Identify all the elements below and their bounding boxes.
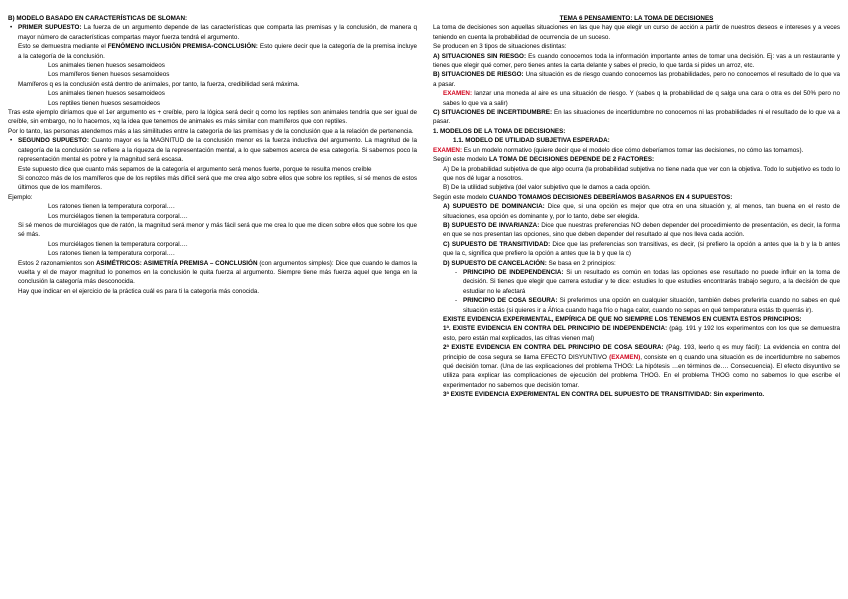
supuesto-paragraph: Este supuesto dice que cuanto más sepamos de la categoría el argumento será menos fuerte, porque te resulta menos creíble — [18, 165, 372, 173]
supuesto-b-label: B) SUPUESTO DE INVARIANZA: — [443, 221, 540, 229]
situacion-b-label: B) SITUACIONES DE RIESGO: — [433, 71, 524, 79]
segun-bold: LA TOMA DE DECISIONES DEPENDE DE 2 FACTORES: — [489, 156, 655, 164]
modelo-utilidad-text — [433, 146, 840, 155]
estos-bold: ASIMÉTRICOS: ASIMETRÍA PREMISA – CONCLUSIÓN — [95, 259, 258, 267]
tras-paragraph: Tras este ejemplo diríamos que el 1er argumento es + creíble, pero la lógica será decir q como los reptiles son animales tendría que ser igual de creíble, sin embargo, no lo hacemos, xq la idea que tenemos de animales es más similar con mamíferos que con reptiles. — [8, 109, 417, 126]
factor-a: A) De la probabilidad subjetiva de que algo ocurra (la probabilidad subjetiva no tiene nada que ver con la objetiva. Todo lo subjetivo es todo lo que nos dé lugar a nosotros. — [443, 165, 840, 182]
principio-2-text: Si preferimos una opción en cualquier situación, también debes preferirla cuando no sabes en qué situación estás (si quieres ir a África cuando haga frío o haga calor, cuando no sepas en qué temperatura estás tb querrás ir). — [463, 297, 840, 314]
situacion-a-text: Es cuando conocemos toda la información importante antes de tomar una decisión. Ej: vas a un restaurante y tienes que elegir qué comer, pero tienes antes la carta delante y sabes el precio, lo que tarda si pides un arroz, etc. — [433, 52, 841, 70]
existe-heading: EXISTE EVIDENCIA EXPERIMENTAL, EMPÍRICA DE QUE NO SIEMPRE LOS TENEMOS EN CUENTA ESTOS PRINCIPIOS: — [443, 316, 802, 323]
evidencia-1-label: 1ª. EXISTE EVIDENCIA EN CONTRA DEL PRINCIPIO DE INDEPENDENCIA: — [443, 325, 668, 333]
segundo-supuesto — [8, 136, 417, 164]
supuesto-a-text: Dice que, si una opción es mejor que otra en una situación y, al menos, tan buena en el resto de situaciones, esa opción es dominante y, por lo tanto, debe ser elegida. — [443, 203, 840, 220]
principio-2-label: PRINCIPIO DE COSA SEGURA: — [463, 297, 558, 305]
evidencia-2 — [433, 343, 840, 390]
supuesto-c — [433, 240, 840, 259]
example-line: Los animales tienen huesos sesamoideos — [48, 90, 165, 98]
situacion-a-label: A) SITUACIONES SIN RIESGO: — [433, 52, 527, 60]
segun-supuestos — [433, 193, 840, 202]
estos-pre: Estos 2 razonamientos son — [18, 259, 96, 267]
left-column — [8, 14, 417, 296]
principio-1-text: Si un resultado es común en todas las opciones ese resultado no puede influir en la toma de decisión. Si tienes que elegir que carrera estudiar y te dice: estudies lo que estudies encontrarás trabajo seguro, a la decisión de que estudiar no le afectará — [463, 268, 840, 295]
situacion-c-label: C) SITUACIONES DE INCERTIDUMBRE: — [433, 109, 553, 117]
demuestra-paragraph — [8, 42, 417, 61]
principio-1-label: PRINCIPIO DE INDEPENDENCIA: — [463, 268, 564, 276]
principio-cosa-segura: - PRINCIPIO DE COSA SEGURA: Si preferimos una opción en cualquier situación, también debes preferirla cuando no sabes en qué situación estás (si quieres ir a África cuando haga frío o haga calor, cuando no sepas en qué temperatura estás tb querrás ir). — [455, 297, 840, 314]
situacion-b — [433, 70, 840, 89]
supuesto-d-text: Se basa en 2 principios: — [546, 259, 616, 267]
page-title: TEMA 6 PENSAMIENTO: LA TOMA DE DECISIONES — [559, 15, 714, 22]
supuesto-d — [433, 259, 840, 268]
examen-tag: EXAMEN: — [433, 146, 463, 154]
evidencia-2-label: 2ª EXISTE EVIDENCIA EN CONTRA DEL PRINCIPIO DE COSA SEGURA: — [443, 344, 664, 352]
segun-factores — [433, 155, 840, 164]
intro-paragraph: La toma de decisiones son aquellas situaciones en las que hay que elegir un curso de acción a partir de nuestros deseos e intereses y a veces teniendo en cuenta la probabilidad de ocurrencia de un suceso. — [433, 24, 840, 41]
evidencia-3: 3ª EXISTE EVIDENCIA EXPERIMENTAL EN CONTRA DEL SUPUESTO DE TRANSITIVIDAD: Sin experimento. — [443, 391, 765, 399]
modelo-utilidad-body: Es un modelo normativo (quiere decir que el modelo dice cómo deberíamos tomar las decisiones, no cómo las tomamos). — [462, 146, 804, 154]
segundo-label: SEGUNDO SUPUESTO: — [18, 137, 89, 145]
seproducen-line: Se producen en 3 tipos de situaciones distintas: — [433, 43, 567, 51]
situacion-c — [433, 108, 840, 127]
right-column — [433, 14, 840, 400]
segun-bold: CUANDO TOMAMOS DECISIONES DEBERÍAMOS BASARNOS EN 4 SUPUESTOS: — [489, 193, 733, 201]
demuestra-post: Esto quiere decir que la categoría de la premisa incluye a la categoría de la conclusión. — [18, 43, 417, 60]
principio-independencia: - PRINCIPIO DE INDEPENDENCIA: Si un resultado es común en todas las opciones ese resultado no puede influir en la toma de decisión. Si tienes que elegir que carrera estudiar y te dice: estudies lo que estudies encontrarás trabajo seguro, a la decisión de que estudiar no le afectará — [455, 268, 840, 295]
supuesto-c-text: Dice que las preferencias son transitivas, es decir, (si prefiero la opción a antes que la b y la b antes que la c, significa que prefiero la opción a antes que la b y que la c) — [443, 240, 840, 258]
example-line: Los ratones tienen la temperatura corporal…. — [48, 250, 175, 258]
primer-label: PRIMER SUPUESTO: — [18, 24, 82, 32]
examen-tag: EXAMEN: — [443, 90, 473, 98]
segun-pre: Según este modelo — [433, 193, 490, 201]
supuesto-c-label: C) SUPUESTO DE TRANSITIVIDAD: — [443, 240, 551, 248]
demuestra-bold: FENÓMENO INCLUSIÓN PREMISA-CONCLUSIÓN: — [107, 43, 258, 51]
portanto-paragraph: Por lo tanto, las personas atendemos más a las similitudes entre la categoría de las premisas y de la conclusión que a la relación de pertenencia. — [8, 127, 414, 135]
evidencia-1 — [433, 324, 840, 343]
supuesto-a — [433, 202, 840, 221]
primer-text: La fuerza de un argumento depende de las características que comparta las premisas y la conclusión, de manera q mayor número de características compartas mayor fuerza tendrá el argumento. — [18, 24, 417, 41]
supuesto-b — [433, 221, 840, 240]
section-heading: B) MODELO BASADO EN CARACTERÍSTICAS DE SLOMAN: — [8, 15, 188, 22]
demuestra-pre: Esto se demuestra mediante el — [18, 43, 108, 51]
example-line: Los animales tienen huesos sesamoideos — [48, 62, 165, 70]
segun-pre: Según este modelo — [433, 156, 490, 164]
situacion-c-text: En las situaciones de incertidumbre no conocemos ni las probabilidades ni el resultado de lo que va a pasar. — [433, 109, 840, 126]
evidencia-2-pre: (Pág. 193, leerlo q es muy fácil): La evidencia en contra del principio de cosa segura se llama EFECTO DISYUNTIVO — [443, 344, 841, 361]
situacion-a — [433, 52, 840, 71]
supuesto-b-text: Dice que nuestras preferencias NO deben depender del procedimiento de presentación, es decir, la forma en que se nos presentan las opciones, sino que deben depender del resultado al que nos lleva cada acción. — [443, 221, 840, 239]
estos-post: (con argumentos simples): Dice que cuando le damos la vuelta y el de mayor magnitud lo ponemos en la conclusión le quita fuerza al argumento. Siempre tiene más fuerza aquel que tenga en la conclusión la categoría más desconocida. — [18, 259, 418, 286]
evidencia-2-post: , consiste en q cuando una situación es de incertidumbre no sabemos qué decisión tomar. (Una de las explicaciones del problema THOG: La hipótesis …en términos de…. Consecuencia). El efecto disyuntivo se utiliza para explicar las complicaciones de ejecución del problema THOG. En el problema THOG como no sabemos lo que escribe el experimentador no sabemos que decisión tomar. — [443, 353, 840, 389]
ejemplo-label: Ejemplo: — [8, 193, 33, 201]
supuesto-a-label: A) SUPUESTO DE DOMINANCIA: — [443, 203, 545, 211]
example-line: Los reptiles tienen huesos sesamoideos — [48, 99, 161, 107]
evidencia-1-text: (pág. 191 y 192 los experimentos con los que se demuestra esto, pero están mal explicados, las cifras vienen mal) — [443, 325, 840, 342]
mamiferos-paragraph: Mamíferos q es la conclusión está dentro de animales, por tanto, la fuerza, credibilidad será máxima. — [18, 80, 300, 88]
sime-paragraph: Si sé menos de murciélagos que de ratón, la magnitud será menor y más fácil será que me crea lo que me dicen sobre ellos que sobre los que sé más. — [18, 221, 417, 239]
estos-paragraph — [8, 259, 417, 287]
example-line: Los ratones tienen la temperatura corporal…. — [48, 203, 175, 211]
example-line: Los mamíferos tienen huesos sesamoideos — [48, 71, 170, 79]
supuesto-d-label: D) SUPUESTO DE CANCELACIÓN: — [443, 259, 547, 267]
segundo-text: Cuanto mayor es la MAGNITUD de la conclusión menor es la fuerza inductiva del argumento. La magnitud de la categoría de la conclusión se refiere a la riqueza de la representación mental, a lo que sabemos acerca de esa categoría. Si sabemos poco la representación mental es pobre y la magnitud será escasa. — [18, 137, 417, 164]
example-line: Los murciélagos tienen la temperatura corporal…. — [48, 240, 188, 248]
examen-tag: (EXAMEN) — [609, 353, 641, 361]
modelos-heading: 1. MODELOS DE LA TOMA DE DECISIONES: — [433, 127, 566, 135]
examen-b-text: lanzar una moneda al aire es una situación de riesgo. Y (sabes q la probabilidad de q salga una cara o otra es del 50% pero no sabes lo que va a salir) — [443, 90, 840, 107]
primer-supuesto — [8, 23, 417, 42]
modelo-utilidad-heading: 1.1. MODELO DE UTILIDAD SUBJETIVA ESPERADA: — [453, 137, 610, 145]
siconozco-paragraph: Si conozco más de los mamíferos que de los reptiles más difícil será que me crea algo sobre ellos que sobre los reptiles, sí sé menos de estos últimos que de los mamíferos. — [18, 174, 417, 192]
example-line: Los murciélagos tienen la temperatura corporal…. — [48, 212, 188, 220]
situacion-b-text: Una situación es de riesgo cuando conocemos las probabilidades, pero no conocemos el resultado de lo que va a pasar. — [433, 71, 840, 88]
factor-b: B) De la utilidad subjetiva (del valor subjetivo que le damos a cada opción. — [443, 184, 651, 192]
examen-b — [433, 89, 840, 108]
hay-paragraph: Hay que indicar en el ejercicio de la práctica cuál es para ti la categoría más conocida. — [18, 287, 260, 295]
